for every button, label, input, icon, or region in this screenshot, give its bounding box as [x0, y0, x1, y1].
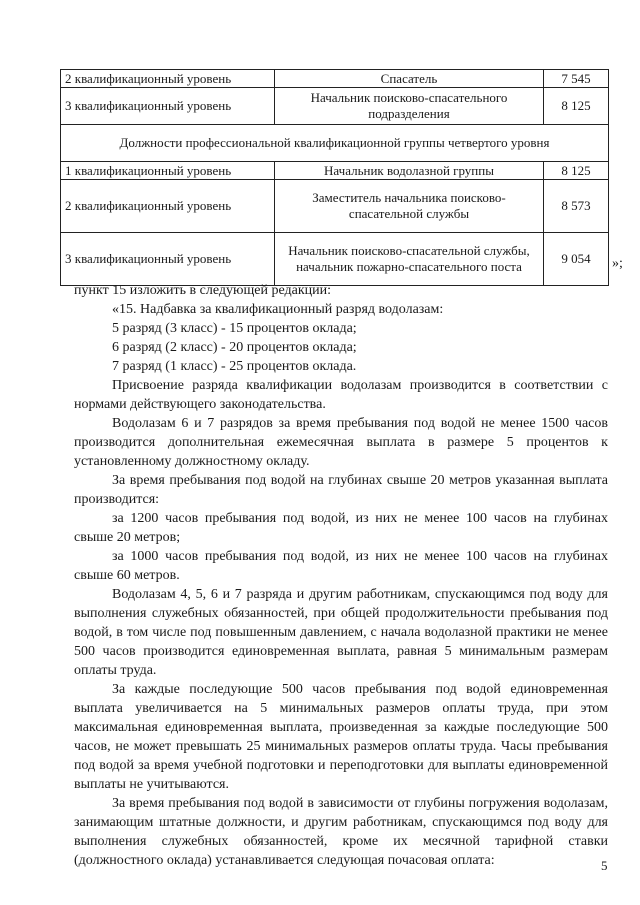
- table-row: [61, 88, 609, 125]
- paragraph: За каждые последующие 500 часов пребывания под водой единовременная выплата увеличивается на 5 минимальных размеров оплаты труда, при этом максимальная единовременная выплата, произведенная за каждые последующие 500 часов, не может превышать 25 минимальных размеров оплаты труда. Часы пребывания под водой за время учебной подготовки и переподготовки для выплаты единовременной выплаты не учитываются.: [74, 682, 608, 792]
- position-cell: Спасатель: [275, 70, 544, 88]
- table-row: [61, 233, 609, 286]
- salary-cell: 8 125: [544, 88, 609, 125]
- table-row: [61, 180, 609, 233]
- salary-cell: 9 054: [544, 233, 609, 286]
- group-header-cell: Должности профессиональной квалификационной группы четвертого уровня: [61, 125, 609, 162]
- position-cell: Начальник водолазной группы: [275, 162, 544, 180]
- list-item: 6 разряд (2 класс) - 20 процентов оклада;: [112, 340, 357, 355]
- paragraph: Водолазам 6 и 7 разрядов за время пребывания под водой не менее 1500 часов производится дополнительная ежемесячная выплата в размере 5 процентов к установленному должностному окладу.: [74, 416, 608, 469]
- position-cell: Начальник поисково-спасательного подразделения: [275, 88, 544, 125]
- level-cell: 3 квалификационный уровень: [61, 88, 275, 125]
- paragraph: пункт 15 изложить в следующей редакции:: [74, 283, 331, 298]
- list-item: 7 разряд (1 класс) - 25 процентов оклада.: [112, 359, 357, 374]
- paragraph: За время пребывания под водой в зависимости от глубины погружения водолазам, занимающим штатные должности, и другим работникам, спускающимся под воду для выполнения служебных обязанностей, кроме их месячной тарифной ставки (должностного оклада) устанавливается следующая почасовая оплата:: [74, 796, 608, 868]
- position-cell: Заместитель начальника поисково-спасательной службы: [275, 180, 544, 233]
- list-item: за 1000 часов пребывания под водой, из них не менее 100 часов на глубинах свыше 60 метров.: [74, 549, 608, 583]
- level-cell: 2 квалификационный уровень: [61, 180, 275, 233]
- salary-cell: 8 125: [544, 162, 609, 180]
- table-closing-mark: »;: [612, 256, 623, 271]
- paragraph: Присвоение разряда квалификации водолазам производится в соответствии с нормами действующего законодательства.: [74, 378, 608, 412]
- level-cell: 3 квалификационный уровень: [61, 233, 275, 286]
- list-item: за 1200 часов пребывания под водой, из них не менее 100 часов на глубинах свыше 20 метров;: [74, 511, 608, 545]
- page-number: 5: [601, 858, 608, 873]
- paragraph: «15. Надбавка за квалификационный разряд водолазам:: [112, 302, 444, 317]
- paragraph: За время пребывания под водой на глубинах свыше 20 метров указанная выплата производится:: [74, 473, 608, 507]
- position-cell: Начальник поисково-спасательной службы, начальник пожарно-спасательного поста: [275, 233, 544, 286]
- salary-cell: 7 545: [544, 70, 609, 88]
- paragraph: Водолазам 4, 5, 6 и 7 разряда и другим работникам, спускающимся под воду для выполнения служебных обязанностей, при общей продолжительности пребывания под водой, в том числе под повышенным давлением, с начала водолазной практики не менее 500 часов производится единовременная выплата, равная 5 минимальным размерам оплаты труда.: [74, 587, 608, 678]
- table-group-row: [61, 125, 609, 162]
- level-cell: 1 квалификационный уровень: [61, 162, 275, 180]
- table-row: [61, 70, 609, 88]
- table-row: [61, 162, 609, 180]
- salary-cell: 8 573: [544, 180, 609, 233]
- document-body: [74, 281, 608, 870]
- qualification-table: [60, 69, 609, 286]
- level-cell: 2 квалификационный уровень: [61, 70, 275, 88]
- list-item: 5 разряд (3 класс) - 15 процентов оклада;: [112, 321, 357, 336]
